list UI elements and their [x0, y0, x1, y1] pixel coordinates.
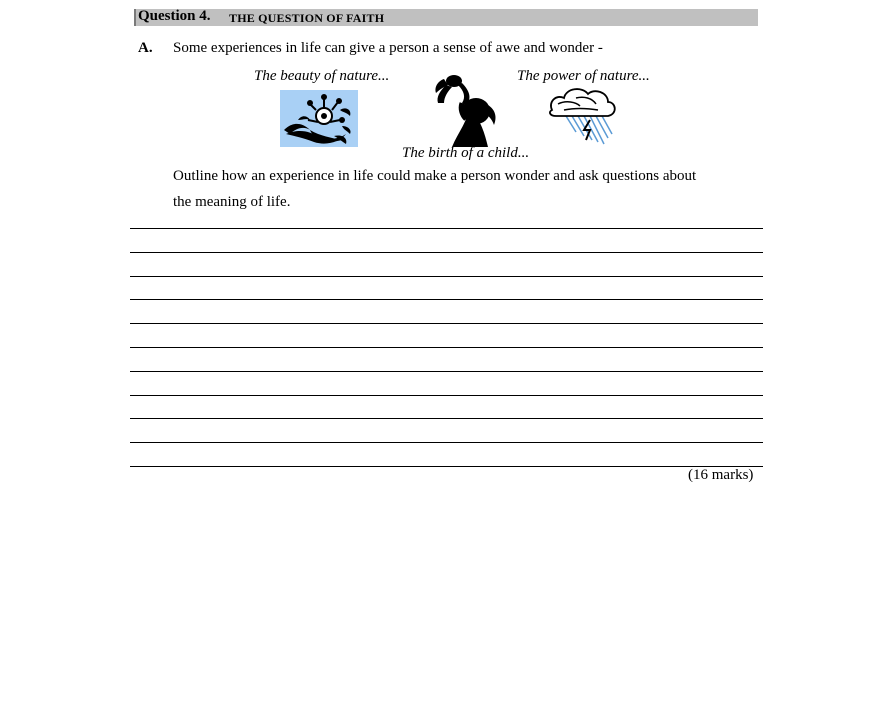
- answer-line[interactable]: [130, 276, 763, 277]
- answer-line[interactable]: [130, 418, 763, 419]
- question-number: Question 4.: [138, 8, 211, 24]
- answer-line[interactable]: [130, 323, 763, 324]
- storm-cloud-icon: [546, 86, 618, 148]
- question-prompt-line-2: the meaning of life.: [173, 194, 291, 210]
- caption-birth-of-child: The birth of a child...: [402, 145, 530, 161]
- answer-line[interactable]: [130, 299, 763, 300]
- answer-line[interactable]: [130, 252, 763, 253]
- part-letter: A.: [138, 40, 153, 56]
- question-title: THE QUESTION OF FAITH: [229, 11, 385, 25]
- question-prompt-line-1: Outline how an experience in life could make a person wonder and ask questions about: [173, 168, 697, 184]
- answer-line[interactable]: [130, 466, 763, 467]
- caption-power-of-nature: The power of nature...: [517, 68, 650, 84]
- question-prompt: [173, 163, 733, 215]
- answer-line[interactable]: [130, 395, 763, 396]
- answer-line[interactable]: [130, 442, 763, 443]
- flower-bouquet-icon: [280, 90, 358, 147]
- part-intro-text: Some experiences in life can give a person a sense of awe and wonder -: [173, 40, 603, 56]
- caption-beauty-of-nature: The beauty of nature...: [254, 68, 390, 84]
- answer-line[interactable]: [130, 371, 763, 372]
- question-header-bar: [134, 9, 758, 26]
- answer-line[interactable]: [130, 228, 763, 229]
- marks-allocation: (16 marks): [688, 467, 754, 483]
- answer-line[interactable]: [130, 347, 763, 348]
- mother-holding-baby-icon: [432, 73, 498, 147]
